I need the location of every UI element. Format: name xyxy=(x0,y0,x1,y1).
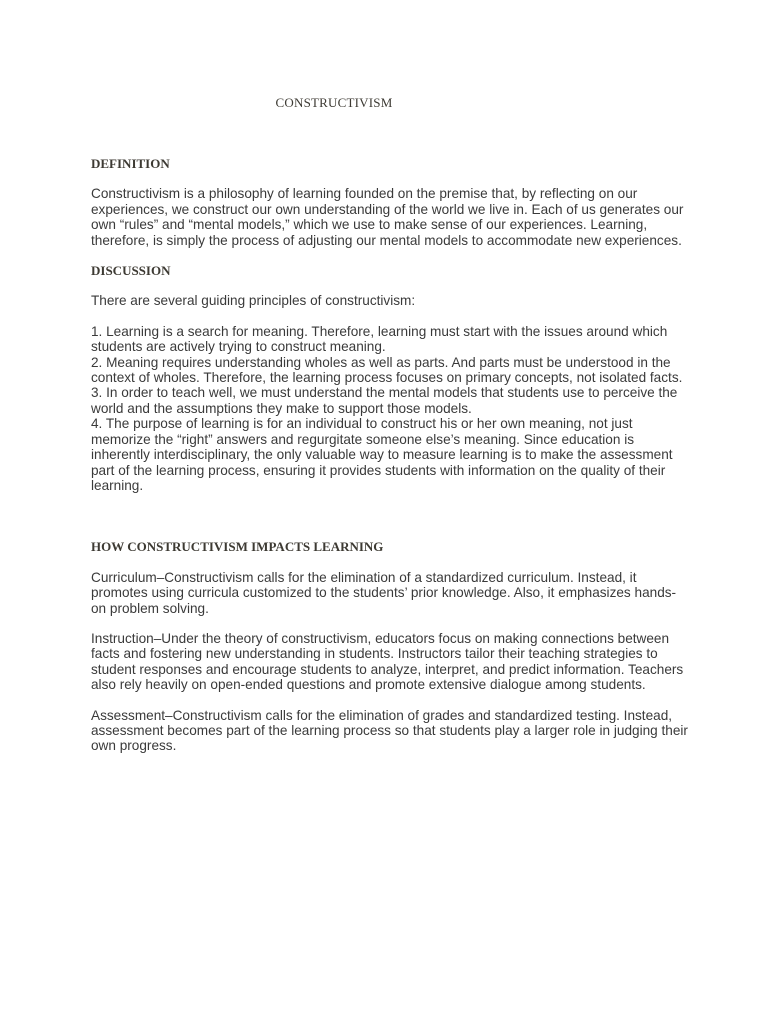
discussion-intro: There are several guiding principles of constructivism: xyxy=(91,293,416,309)
definition-heading: DEFINITION xyxy=(91,156,170,171)
principle-item: 4. The purpose of learning is for an individual to construct his or her own meaning, not just memorize the “right” answers and regurgitate someone else’s meaning. Since education is inherently interdisciplinary, the only valuable way to measure learning is to make the assessment part of the learning process, ensuring it provides students with information on the quality of their learning. xyxy=(91,416,673,493)
document-body xyxy=(91,156,691,754)
curriculum-paragraph: Curriculum–Constructivism calls for the elimination of a standardized curriculum. Instead, it promotes using curricula customized to the students’ prior knowledge. Also, it emphasizes hands-on problem solving. xyxy=(91,569,677,616)
assessment-paragraph: Assessment–Constructivism calls for the elimination of grades and standardized testing. Instead, assessment becomes part of the learning process so that students play a larger role in judging their own progress. xyxy=(91,707,688,754)
discussion-heading: DISCUSSION xyxy=(91,263,171,279)
principle-item: 3. In order to teach well, we must understand the mental models that students use to perceive the world and the assumptions they make to support those models. xyxy=(91,385,678,416)
instruction-paragraph: Instruction–Under the theory of constructivism, educators focus on making connections between facts and fostering new understanding in students. Instructors tailor their teaching strategies to student responses and encourage students to analyze, interpret, and predict information. Teachers also rely heavily on open-ended questions and promote extensive dialogue among students. xyxy=(91,630,684,693)
impacts-heading: HOW CONSTRUCTIVISM IMPACTS LEARNING xyxy=(91,539,384,555)
page-title: CONSTRUCTIVISM xyxy=(275,95,393,110)
principle-item: 1. Learning is a search for meaning. Therefore, learning must start with the issues around which students are actively trying to construct meaning. xyxy=(91,323,668,355)
definition-paragraph: Constructivism is a philosophy of learning founded on the premise that, by reflecting on our experiences, we construct our own understanding of the world we live in. Each of us generates our own “rules” and “mental models,” which we use to make sense of our experiences. Learning, therefore, is simply the process of adjusting our mental models to accommodate new experiences. xyxy=(91,186,684,248)
principle-item: 2. Meaning requires understanding wholes as well as parts. And parts must be understood in the context of wholes. Therefore, the learning process focuses on primary concepts, not isolated facts. xyxy=(91,354,683,386)
